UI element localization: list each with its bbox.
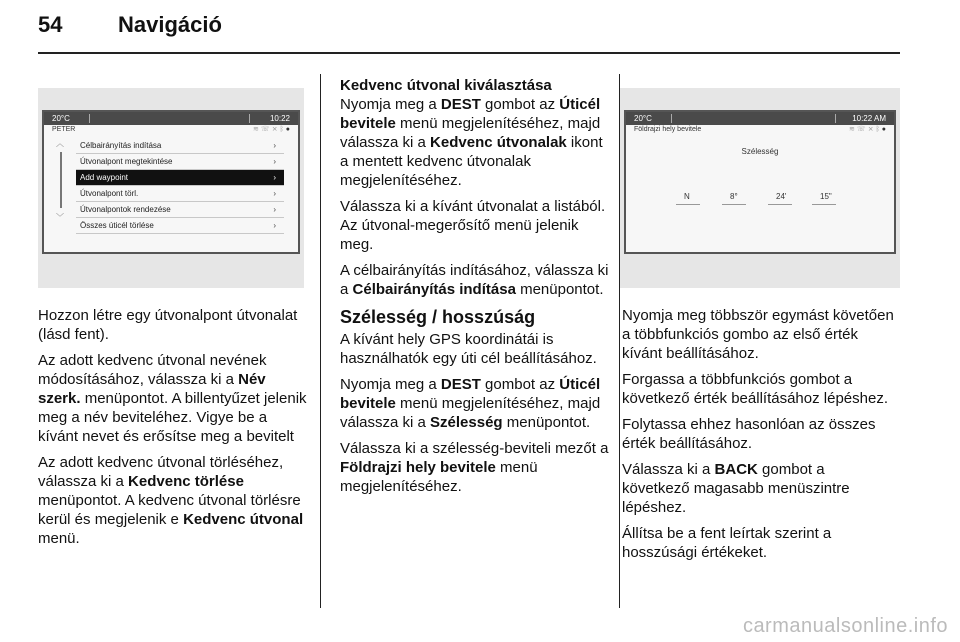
paragraph: Hozzon létre egy útvonalpont útvonalat (lásd fent). <box>38 307 298 343</box>
menu-term: Földrajzi hely bevitele <box>340 459 496 476</box>
status-icons <box>849 125 888 135</box>
display-screen <box>624 110 896 254</box>
bluetooth-icon: ᛒ <box>279 126 286 133</box>
menu-term: Szélesség <box>430 414 503 431</box>
chevron-up-icon[interactable]: ︿ <box>56 139 64 148</box>
status-separator <box>249 114 250 123</box>
menu-item-label: Útvonalpont megtekintése <box>80 157 173 166</box>
menu-item-label: Útvonalpontok rendezése <box>80 205 171 214</box>
infotainment-screenshot-coordinates <box>620 88 900 288</box>
text-run: ikont a mentett kedvenc útvonalak megjelenítéséhez. <box>340 134 603 189</box>
mute-icon: ⨯ <box>271 126 280 133</box>
temperature-readout: 20°C <box>634 114 652 123</box>
paragraph <box>340 439 612 496</box>
infotainment-screenshot-waypoints <box>38 88 304 288</box>
chevron-right-icon: › <box>273 189 276 198</box>
menu-term: Kedvenc útvonalak <box>430 134 567 151</box>
text-run: menüpontot. <box>515 281 604 298</box>
status-separator <box>89 114 90 123</box>
minutes-field[interactable]: 24' <box>776 192 787 201</box>
paragraph <box>38 453 308 548</box>
waypoint-menu <box>76 138 284 234</box>
paragraph <box>340 95 612 190</box>
status-separator <box>671 114 672 123</box>
text-run: Az adott kedvenc útvonal nevének módosításához, válassza ki a <box>38 352 267 388</box>
text-run: Nyomja meg a <box>340 96 441 113</box>
scroll-track[interactable] <box>60 152 62 208</box>
status-separator <box>835 114 836 123</box>
menu-item[interactable] <box>76 154 284 170</box>
button-term: BACK <box>714 461 758 478</box>
page-header <box>38 12 222 38</box>
signal-icon: ≋ <box>849 126 857 133</box>
menu-item-selected[interactable] <box>76 170 284 186</box>
mute-icon: ⨯ <box>867 126 876 133</box>
page-title: Navigáció <box>118 12 222 37</box>
text-run: menü. <box>38 530 80 547</box>
text-run: Nyomja meg a <box>340 376 441 393</box>
screen-subtitle-bar <box>44 125 298 135</box>
degrees-field[interactable]: 8° <box>730 192 738 201</box>
paragraph <box>622 460 894 517</box>
text-run: Válassza ki a <box>622 461 715 478</box>
chevron-right-icon: › <box>273 141 276 150</box>
field-underline <box>768 204 792 205</box>
signal-icon: ≋ <box>253 126 261 133</box>
clock-readout: 10:22 AM <box>852 114 886 123</box>
status-bar <box>626 112 894 125</box>
display-screen <box>42 110 300 254</box>
text-run: menü megjelenítéséhez, majd válassza ki a <box>340 115 601 151</box>
paragraph <box>340 375 612 432</box>
chevron-right-icon: › <box>273 221 276 230</box>
info-icon: ● <box>881 126 888 133</box>
paragraph: Forgassa a többfunkciós gombot a következő érték beállításához lépéshez. <box>622 371 888 407</box>
screen-subtitle: Földrajzi hely bevitele <box>634 126 702 133</box>
menu-term: Úticél bevitele <box>340 96 601 132</box>
text-column-3 <box>622 306 894 569</box>
chevron-right-icon: › <box>273 173 276 182</box>
status-icons <box>253 125 292 135</box>
text-run: Az adott kedvenc útvonal törléséhez, válassza ki a <box>38 454 284 490</box>
text-run: menü megjelenítéséhez. <box>340 459 538 495</box>
screen-subtitle-bar <box>626 125 894 135</box>
phone-icon: ☏ <box>260 126 272 133</box>
hemisphere-field[interactable]: N <box>684 192 690 201</box>
screen-subtitle: PETER <box>52 126 76 133</box>
paragraph: Nyomja meg többször egymást követően a többfunkciós gombo az első érték kívánt beállításához. <box>622 307 894 362</box>
info-icon: ● <box>285 126 292 133</box>
text-column-2 <box>340 76 612 503</box>
text-run: A célbairányítás indításához, válassza ki a <box>340 262 609 298</box>
button-term: DEST <box>440 376 481 393</box>
seconds-field[interactable]: 15" <box>820 192 832 201</box>
menu-term: Célbairányítás indítása <box>352 281 516 298</box>
button-term: DEST <box>440 96 481 113</box>
menu-item[interactable] <box>76 138 284 154</box>
text-run: menüpontot. A billentyűzet jelenik meg a név beviteléhez. Vigye be a kívánt nevet és erősítse meg a bevitelt <box>38 390 307 445</box>
text-run: gombot az <box>480 96 560 113</box>
bluetooth-icon: ᛒ <box>875 126 882 133</box>
subsection-title: Kedvenc útvonal kiválasztása <box>340 77 552 94</box>
paragraph: Állítsa be a fent leírtak szerint a hosszúsági értékeket. <box>622 525 832 561</box>
text-run: Válassza ki a szélesség-beviteli mezőt a <box>340 440 609 457</box>
text-run: menü megjelenítéséhez, majd válassza ki a <box>340 395 601 431</box>
text-run: menüpontot. <box>502 414 591 431</box>
chevron-down-icon[interactable]: ﹀ <box>56 213 64 222</box>
page-number: 54 <box>38 12 63 37</box>
paragraph <box>38 351 308 446</box>
text-column-1 <box>38 306 308 555</box>
menu-item-label: Célbairányítás indítása <box>80 141 162 150</box>
field-underline <box>722 204 746 205</box>
paragraph: Válassza ki a kívánt útvonalat a listából. Az útvonal-megerősítő menü jelenik meg. <box>340 198 606 253</box>
paragraph: A kívánt hely GPS koordinátái is használhatók egy úti cél beállításához. <box>340 331 597 367</box>
phone-icon: ☏ <box>856 126 868 133</box>
coordinate-heading: Szélesség <box>741 147 779 156</box>
chevron-right-icon: › <box>273 205 276 214</box>
text-run: gombot a következő magasabb menüszintre lépéshez. <box>622 461 850 516</box>
paragraph <box>340 261 612 299</box>
menu-item[interactable] <box>76 218 284 234</box>
menu-term: Úticél bevitele <box>340 376 601 412</box>
chevron-right-icon: › <box>273 157 276 166</box>
menu-term: Név szerk. <box>38 371 266 407</box>
paragraph: Folytassa ehhez hasonlóan az összes érték beállításához. <box>622 416 876 452</box>
field-underline <box>676 204 700 205</box>
menu-item-label: Add waypoint <box>80 173 129 182</box>
menu-item[interactable] <box>76 186 284 202</box>
menu-term: Kedvenc törlése <box>128 473 244 490</box>
field-underline <box>812 204 836 205</box>
header-rule <box>38 52 900 54</box>
text-run: menüpontot. A kedvenc útvonal törlésre kerül és megjelenik e <box>38 492 301 528</box>
status-bar <box>44 112 298 125</box>
temperature-readout: 20°C <box>52 114 70 123</box>
clock-readout: 10:22 <box>269 114 290 123</box>
scrollbar[interactable] <box>56 138 68 228</box>
menu-item-label: Összes úticél törlése <box>80 221 154 230</box>
menu-term: Kedvenc útvonal <box>183 511 304 528</box>
section-heading: Szélesség / hosszúság <box>340 307 536 327</box>
menu-item-label: Útvonalpont törl. <box>80 189 139 198</box>
column-divider-1 <box>320 74 321 608</box>
text-run: gombot az <box>480 376 560 393</box>
watermark: carmanualsonline.info <box>742 615 948 637</box>
menu-item[interactable] <box>76 202 284 218</box>
